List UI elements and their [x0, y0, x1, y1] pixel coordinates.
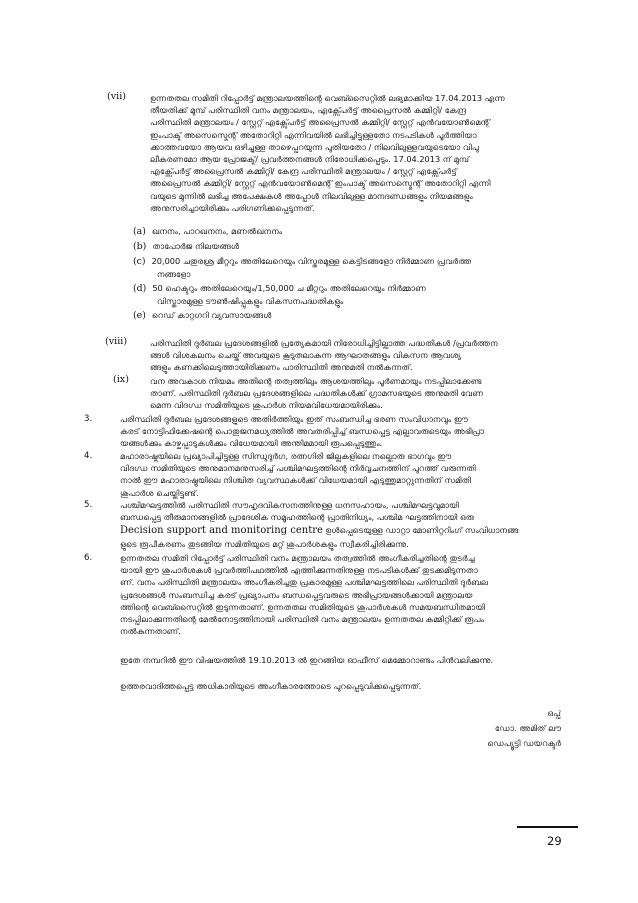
paragraph-6: [120, 552, 562, 637]
signature-sign: ഒപ്പ്: [547, 708, 561, 718]
paragraph-6-line: ഉന്നതതല സമിതി റിപ്പോർട്ട് പരിസ്ഥിതി വനം മന്ത്രാലയം തത്വത്തിൽ അംഗീകരിച്ചതിന്റെ തുടർച്ച: [120, 553, 475, 563]
page-number: 29: [547, 834, 562, 848]
sub-item-label: (d): [133, 283, 147, 294]
paragraph-5-line: [120, 523, 562, 538]
paragraph-vii-line: പരിസ്ഥിതി മന്ത്രാലയം / സ്റ്റേറ്റ് എക്സ്പേർട്ട് അപ്രൈസൽ കമ്മിറ്റി/ സ്റ്റേറ്റ് എൻവയോൺമെന്റ്: [150, 117, 491, 128]
paragraph-viii: [150, 337, 562, 374]
item-label-vii: (vii): [107, 91, 127, 102]
paragraph-ix: [150, 375, 562, 412]
closing-text: ഉത്തരവാദിത്തപ്പെട്ട അധികാരിയുടെ അംഗീകാരത്തോടെ പുറപ്പെടുവിക്കപ്പെടുന്നത്.: [120, 681, 422, 691]
signature-block: [380, 706, 561, 751]
paragraph-4: [120, 450, 562, 499]
paragraph-ix-line: മെന്ന വിദഗ്ധ സമിതിയുടെ ശുപാർശ നിയമവിധേയമായിരിക്കും.: [150, 400, 383, 411]
sub-item-label: (c): [133, 256, 146, 267]
paragraph-vii-line: അപ്രൈസൽ കമ്മിറ്റി/ സ്റ്റേറ്റ് എൻവയോൺമെന്റ് ഇംപാക്ട് അസെസ്മെന്റ് അതോറിറ്റി എന്നി: [150, 178, 491, 189]
paragraph-5-line: ബന്ധപ്പെട്ട തീരുമാനങ്ങളിൽ പ്രാദേശിക സമൂഹത്തിന്റെ പ്രാതിനിധ്യം, പശ്ചിമ ഘട്ടത്തിനായി ഒരു: [120, 512, 474, 523]
paragraph-5-line: പശ്ചിമഘട്ടത്തിൽ പരിസ്ഥിതി സൗഹൃദവികസനത്തിനുള്ള ധനസഹായം, പശ്ചിമഘട്ടവുമായി: [120, 500, 459, 510]
paragraph-vii-line: ലീകരണമോ ആയ പ്രോജക്ട്/ പ്രവർത്തനങ്ങൾ നിരോധിക്കപ്പെടും. 17.04.2013 ന് മുമ്പ്: [150, 154, 470, 165]
paragraph-4-line: ശുപാർശ ചെയ്തിട്ടുണ്ട്.: [120, 487, 199, 498]
paragraph-viii-line: പരിസ്ഥിതി ദുർബല പ്രദേശങ്ങളിൽ പ്രത്യേകമായി നിരോധിച്ചിട്ടില്ലാത്ത പദ്ധതികൾ /പ്രവർത്തന: [150, 338, 498, 348]
paragraph-viii-line: ങ്ങളും കണക്കിലെടുത്തായിരിക്കണം പാരിസ്ഥിതി അനുമതി നൽകുന്നത്.: [150, 362, 413, 373]
paragraph-vii-line: എക്സ്പേർട്ട് അപ്രൈസൽ കമ്മിറ്റി/ കേന്ദ്ര പരിസ്ഥിതി മന്ത്രാലയം / സ്റ്റേറ്റ് എക്സ്പേർട്ട്: [150, 166, 457, 177]
paragraph-5-line: ളുടെ രൂപീകരണം തുടങ്ങിയ സമിതിയുടെ മറ്റ് ശുപാർശകളും സ്വീകരിച്ചിരിക്കുന്നു.: [120, 539, 409, 550]
paragraph-vii-line: ഇംപാക്ട് അസെസ്മെന്റ് അതോറിറ്റി എന്നിവയിൽ ലഭിച്ചിട്ടുള്ളതോ നടപടികൾ പൂർത്തിയാ: [150, 129, 477, 140]
paragraph-5: [120, 499, 562, 551]
sub-item-text: നങ്ങളോ: [157, 269, 191, 280]
paragraph-5-line-rest: ഉൾപ്പെടെയുള്ള ഡാറ്റാ മോണിറ്ററിംഗ് സംവിധാനങ്ങ: [322, 525, 519, 536]
sub-item-label: (a): [133, 226, 146, 237]
paragraph-6-line: നൽകുന്നതാണ്.: [120, 626, 181, 637]
paragraph-vii-line: വയുടെ മുന്നിൽ ലഭിച്ച അപേക്ഷകൾ അപ്പോൾ നിലവിലുള്ള മാനദണ്ഡങ്ങളും നിയമങ്ങളും: [150, 190, 473, 201]
paragraph-3-line: പരിസ്ഥിതി ദുർബല പ്രദേശങ്ങളുടെ അതിർത്തിയും ഇത് സംബന്ധിച്ച ഭരണ സംവിധാനവും ഈ: [120, 414, 468, 424]
sub-item-text: റെഡ് കാറ്റഗറി വ്യവസായങ്ങൾ: [151, 310, 272, 320]
item-label-6: 6.: [84, 553, 93, 563]
item-label-viii: (viii): [105, 336, 128, 347]
paragraph-4-line: മഹാരാഷ്ട്രയിലെ പ്രഖ്യാപിച്ചിട്ടുള്ള സിന്ധുദുർഗ, രത്നഗിരി ജില്ലകളിലെ നല്ലൊരു ഭാഗവും ഈ: [120, 451, 452, 461]
sub-item-b: [133, 240, 563, 253]
paragraph-vii-line: അനുസരിച്ചായിരിക്കും പരിഗണിക്കപ്പെടുന്നത്.: [150, 202, 315, 213]
paragraph-viii-line: ങ്ങൾ വിശകലനം ചെയ്ത് അവയുടെ കൂടുതലാകുന്ന ആഘാതങ്ങളും വികസന ആവശ്യ: [150, 350, 461, 361]
paragraph-vii-line: ക്കാത്തവയോ ആയവ ഒഴിച്ചുള്ള താഴെപ്പറയുന്ന പുതിയതോ / നിലവിലുള്ളവയുടെയോ വിപു: [150, 141, 479, 152]
paragraph-6-line: ത്തിന്റെ വെബ്സൈറ്റിൽ ഇടുന്നതാണ്. ഉന്നതതല സമിതിയുടെ ശുപാർശകൾ സമയബന്ധിതമായി: [120, 601, 486, 612]
paragraph-6-line: ണ്. വനം പരിസ്ഥിതി മന്ത്രാലയം അംഗീകരിച്ചതു പ്രകാരമുള്ള പശ്ചിമഘട്ടത്തിലെ പരിസ്ഥിതി ദുർബല: [120, 577, 488, 588]
decision-support-phrase: Decision support and monitoring centre: [120, 525, 323, 537]
sub-item-c: [133, 255, 563, 280]
paragraph-6-line: നടപ്പിലാക്കുന്നതിന്റെ മേൽനോട്ടത്തിനായി പരിസ്ഥിതി വനം മന്ത്രാലയം ഉന്നതതല കമ്മിറ്റിക്ക് രൂപം: [120, 614, 485, 625]
paragraph-vii-line: ഉന്നതതല സമിതി റിപ്പോർട്ട് മന്ത്രാലയത്തിന്റെ വെബ്സൈറ്റിൽ ലഭ്യമാക്കിയ 17.04.2013 എന്ന: [150, 93, 505, 103]
sub-item-text: താപോർജ നിലയങ്ങൾ: [152, 241, 240, 251]
sub-item-text: ഖനനം, പാറഖനനം, മണൽഖനനം: [151, 226, 283, 236]
paragraph-3-line: യങ്ങൾക്കും കാഴ്ചപ്പാടുകൾക്കും വിധേയമായി അന്തിമമായി രൂപപ്പെടുത്തും.: [120, 438, 383, 449]
paragraph-4-line: വിദഗ്ധ സമിതിയുടെ അനുമാനമനുസരിച്ച് പശ്ചിമഘട്ടത്തിന്റെ നിർവ്വചനത്തിന് പുറത്ത് വരുന്നതി: [120, 463, 476, 474]
paragraph-4-line: നാൽ ഈ മഹാരാഷ്ട്രയിലെ നിശ്ചിത വ്യവസ്ഥകൾക്ക് വിധേയമായി എടുത്തുമാറ്റുന്നതിന് സമിതി: [120, 475, 471, 486]
sub-item-d: [133, 282, 563, 307]
sub-item-e: [133, 309, 563, 322]
paragraph-6-line: പ്രദേശങ്ങൾ സംബന്ധിച്ച കരട് പ്രഖ്യാപനം ബന്ധപ്പെട്ടവരുടെ അഭിപ്രായങ്ങൾക്കായി മന്ത്രാലയ: [120, 589, 473, 600]
signature-designation: ഡെപ്യൂട്ടി ഡയറക്ടർ: [487, 738, 561, 748]
paragraph-vii-line: തീയതിക്ക് മുമ്പ് പരിസ്ഥിതി വനം മന്ത്രാലയം, എക്സ്പേർട്ട് അപ്രൈസൽ കമ്മിറ്റി/ കേന്ദ്ര: [150, 105, 467, 116]
closing-line-withdrawal: [120, 654, 562, 666]
paragraph-3: [120, 413, 562, 450]
sub-item-text: 20,000 ചതുരശ്ര മീറ്ററും അതിലേറെയും വിസ്തരമുള്ള കെട്ടിടങ്ങളോ നിർമ്മാണ പ്രവർത്ത: [151, 256, 472, 266]
sub-item-label: (e): [133, 310, 146, 321]
footer-rule: [517, 826, 578, 828]
sub-item-text: വിസ്താരമുള്ള ടൗൺഷിപ്പുകളും വികസനപദ്ധതികളും: [157, 296, 344, 307]
closing-text: ഇതേ നമ്പറിൽ ഈ വിഷയത്തിൽ 19.10.2013 ൽ ഇറങ്ങിയ ഓഫീസ് മെമ്മോറാണ്ടം പിൻവലിക്കുന്നു.: [120, 655, 494, 665]
sub-item-text: 50 ഹെക്ടറും അതിലേറെയും/1,50,000 ച മീറ്ററും അതിലേറെയും നിർമ്മാണ: [152, 283, 426, 293]
closing-line-approval: [120, 680, 562, 692]
item-label-4: 4.: [84, 451, 93, 461]
paragraph-ix-line: താണ്. പരിസ്ഥിതി ദുർബല പ്രദേശങ്ങളിലെ പദ്ധതികൾക്ക് ഗ്രാമസഭയുടെ അനുമതി വേണ: [150, 388, 484, 399]
item-label-5: 5.: [84, 500, 93, 510]
signature-name: ഡോ. അമിത് ലൗ: [494, 723, 561, 733]
item-label-ix: (ix): [113, 374, 129, 385]
item-label-3: 3.: [84, 414, 93, 424]
paragraph-vii: [150, 92, 562, 214]
paragraph-3-line: കരട് നോട്ടിഫിക്കേഷന്റെ പൊതുജനമധ്യത്തിൽ അവതരിപ്പിച്ച് ബന്ധപ്പെട്ട എല്ലാവരുടെയും അഭിപ്രാ: [120, 426, 484, 437]
sub-item-a: [133, 225, 563, 238]
sub-item-label: (b): [133, 241, 147, 252]
paragraph-ix-line: വന അവകാശ നിയമം അതിന്റെ തത്വത്തിലും ആശയത്തിലും പൂർണമായും നടപ്പിലാക്കേണ്ട: [150, 376, 482, 386]
paragraph-6-line: യായി ഈ ശുപാർശകൾ പ്രവർത്തിപഥത്തിൽ എത്തിക്കുന്നതിനുള്ള നടപടികൾക്ക് തുടക്കമിടുന്നതാ: [120, 565, 478, 576]
